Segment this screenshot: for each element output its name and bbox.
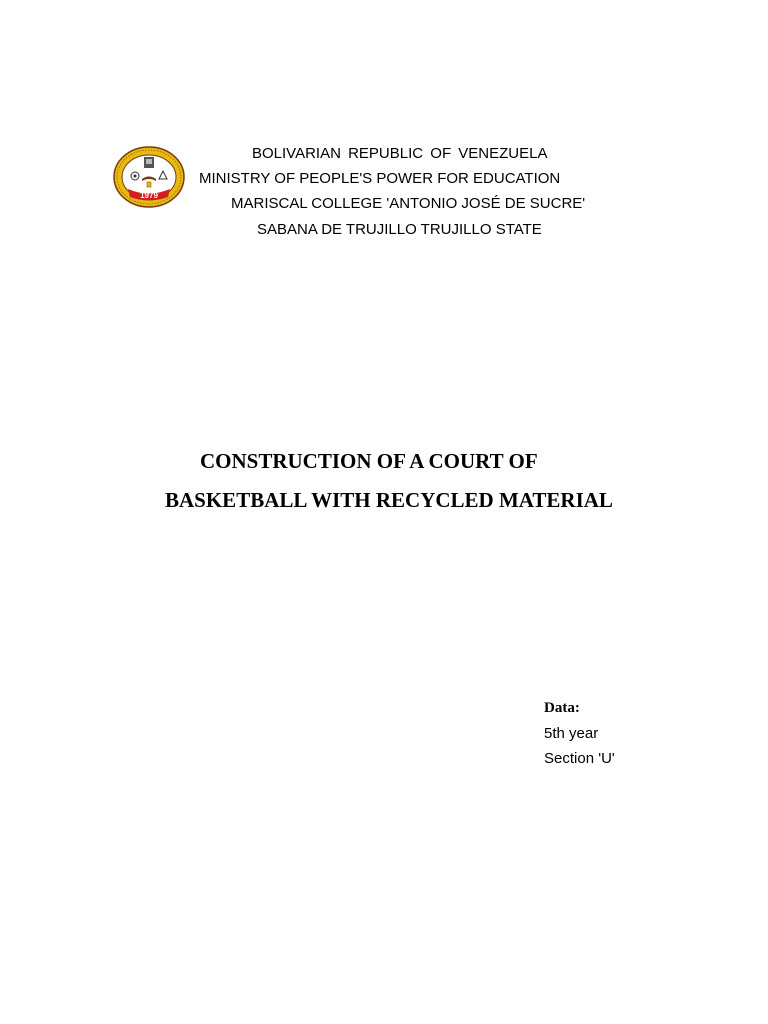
- document-title-line-2: BASKETBALL WITH RECYCLED MATERIAL: [165, 488, 613, 512]
- data-year: 5th year: [544, 725, 599, 742]
- data-label: Data:: [544, 700, 580, 716]
- document-title-line-1: CONSTRUCTION OF A COURT OF: [200, 449, 538, 473]
- header-school: MARISCAL COLLEGE 'ANTONIO JOSÉ DE SUCRE': [231, 195, 586, 212]
- svg-text:1979: 1979: [140, 191, 158, 200]
- school-seal-logo: [113, 146, 185, 208]
- header-location: SABANA DE TRUJILLO TRUJILLO STATE: [257, 221, 542, 238]
- header-ministry: MINISTRY OF PEOPLE'S POWER FOR EDUCATION: [199, 170, 561, 187]
- header-country: BOLIVARIAN REPUBLIC OF VENEZUELA: [252, 145, 548, 162]
- data-section: Section 'U': [544, 750, 615, 767]
